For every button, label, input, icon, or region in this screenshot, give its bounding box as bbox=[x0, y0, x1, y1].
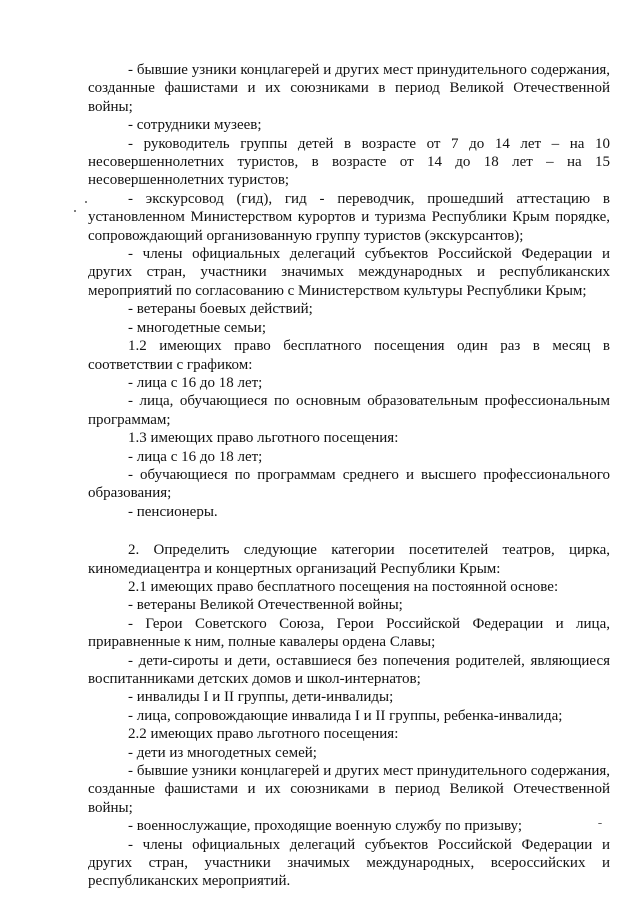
paragraph-section-1-3: 1.3 имеющих право льготного посещения: bbox=[128, 430, 399, 447]
document-body bbox=[88, 61, 610, 891]
paragraph-pensioners: - пенсионеры. bbox=[128, 503, 218, 520]
scan-speck bbox=[598, 823, 602, 824]
paragraph-wwii-veterans: - ветераны Великой Отечественной войны; bbox=[128, 597, 403, 614]
paragraph-heroes: - Герои Советского Союза, Герои Российской Федерации и лица, приравненные к ним, полные кавалеры ордена Славы; bbox=[88, 615, 610, 651]
paragraph-ages-16-18-2: - лица с 16 до 18 лет; bbox=[128, 448, 263, 465]
paragraph-disabled-companions: - лица, сопровождающие инвалида I и II группы, ребенка-инвалида; bbox=[128, 707, 563, 724]
paragraph-ages-16-18-1: - лица с 16 до 18 лет; bbox=[128, 374, 263, 391]
paragraph-large-family-children: - дети из многодетных семей; bbox=[128, 744, 317, 761]
paragraph-group-leader: - руководитель группы детей в возрасте от 7 до 14 лет – на 10 несовершеннолетних туристов, в возрасте от 14 до 18 лет – на 15 несовершеннолетних туристов; bbox=[88, 135, 610, 189]
paragraph-vocational-students: - лица, обучающиеся по основным образовательным профессиональным программам; bbox=[88, 393, 610, 428]
paragraph-former-prisoners-2: - бывшие узники концлагерей и других мест принудительного содержания, созданные фашистами и их союзниками в период Великой Отечественной войны; bbox=[88, 763, 610, 816]
paragraph-combat-veterans: - ветераны боевых действий; bbox=[128, 301, 313, 318]
paragraph-section-2-1: 2.1 имеющих право бесплатного посещения на постоянной основе: bbox=[128, 578, 559, 595]
paragraph-delegations-1: - члены официальных делегаций субъектов Российской Федерации и других стран, участники значимых международных и республиканских мероприятий по согласованию с Министерством культуры Республики Крым; bbox=[88, 246, 610, 299]
paragraph-conscripts: - военнослужащие, проходящие военную службу по призыву; bbox=[128, 818, 522, 835]
paragraph-disabled: - инвалиды I и II группы, дети-инвалиды; bbox=[128, 689, 394, 706]
scan-speck bbox=[74, 210, 76, 212]
scan-speck bbox=[85, 201, 87, 203]
paragraph-large-families: - многодетные семьи; bbox=[128, 319, 266, 336]
paragraph-section-2-2: 2.2 имеющих право льготного посещения: bbox=[128, 726, 399, 743]
paragraph-higher-education-students: - обучающиеся по программам среднего и высшего профессионального образования; bbox=[88, 466, 610, 502]
paragraph-section-1-2: 1.2 имеющих право бесплатного посещения один раз в месяц в соответствии с графиком: bbox=[88, 338, 610, 373]
paragraph-section-2: 2. Определить следующие категории посетителей театров, цирка, киномедиацентра и концертных организаций Республики Крым: bbox=[88, 542, 610, 577]
paragraph-orphans: - дети-сироты и дети, оставшиеся без попечения родителей, являющиеся воспитанниками детских домов и школ-интернатов; bbox=[88, 652, 610, 687]
paragraph-former-prisoners-1: - бывшие узники концлагерей и других мест принудительного содержания, созданные фашистами и их союзниками в период Великой Отечественной войны; bbox=[88, 62, 610, 115]
section-spacer bbox=[88, 521, 610, 541]
paragraph-tour-guide: - экскурсовод (гид), гид - переводчик, прошедший аттестацию в установленном Министерством курортов и туризма Республики Крым порядке, сопровождающий организованную группу туристов (экскурсантов); bbox=[88, 190, 610, 244]
paragraph-museum-staff: - сотрудники музеев; bbox=[128, 117, 262, 134]
paragraph-delegations-2: - члены официальных делегаций субъектов Российской Федерации и других стран, участники значимых международных, всероссийских и республиканских мероприятий. bbox=[88, 836, 610, 890]
